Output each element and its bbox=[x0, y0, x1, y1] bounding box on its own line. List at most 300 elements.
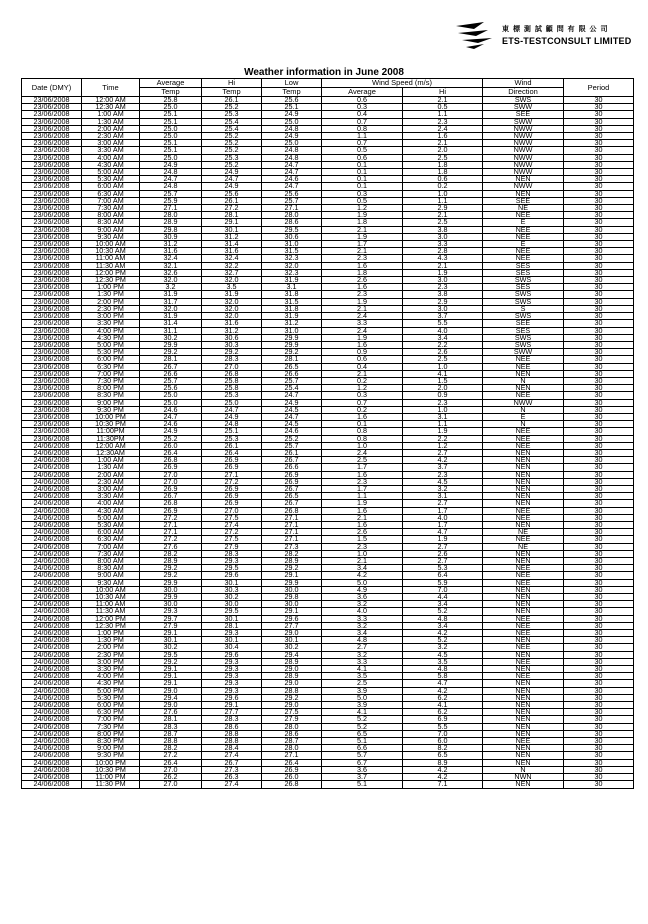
cell-time: 8:30 PM bbox=[82, 738, 140, 745]
cell-time: 12:30 AM bbox=[82, 104, 140, 111]
cell-time: 6:30 AM bbox=[82, 190, 140, 197]
cell-wind-avg: 2.4 bbox=[322, 327, 403, 334]
cell-period: 30 bbox=[564, 97, 634, 104]
cell-hi-temp: 31.2 bbox=[202, 327, 262, 334]
cell-wind-avg: 4.8 bbox=[322, 637, 403, 644]
cell-hi-temp: 31.2 bbox=[202, 233, 262, 240]
cell-time: 4:30 AM bbox=[82, 161, 140, 168]
cell-time: 2:30 PM bbox=[82, 651, 140, 658]
cell-low-temp: 31.2 bbox=[262, 320, 322, 327]
table-row bbox=[22, 277, 634, 284]
cell-period: 30 bbox=[564, 161, 634, 168]
cell-period: 30 bbox=[564, 680, 634, 687]
cell-low-temp: 25.6 bbox=[262, 190, 322, 197]
cell-wind-hi: 4.8 bbox=[403, 666, 483, 673]
cell-wind-avg: 1.7 bbox=[322, 464, 403, 471]
cell-wind-avg: 2.3 bbox=[322, 291, 403, 298]
cell-avg-temp: 32.0 bbox=[140, 305, 202, 312]
cell-avg-temp: 29.2 bbox=[140, 565, 202, 572]
cell-wind-avg: 0.1 bbox=[322, 183, 403, 190]
cell-time: 7:30 PM bbox=[82, 723, 140, 730]
cell-low-temp: 26.7 bbox=[262, 500, 322, 507]
header-date: Date (DMY) bbox=[22, 79, 82, 97]
cell-wind-direction: NEE bbox=[483, 435, 564, 442]
cell-hi-temp: 27.9 bbox=[202, 543, 262, 550]
cell-period: 30 bbox=[564, 197, 634, 204]
cell-date: 23/06/2008 bbox=[22, 298, 82, 305]
cell-wind-avg: 0.5 bbox=[322, 197, 403, 204]
cell-time: 12:00 AM bbox=[82, 442, 140, 449]
table-row bbox=[22, 226, 634, 233]
cell-date: 24/06/2008 bbox=[22, 478, 82, 485]
cell-date: 24/06/2008 bbox=[22, 550, 82, 557]
cell-hi-temp: 25.6 bbox=[202, 190, 262, 197]
cell-avg-temp: 29.9 bbox=[140, 579, 202, 586]
cell-time: 9:00 PM bbox=[82, 745, 140, 752]
cell-date: 23/06/2008 bbox=[22, 435, 82, 442]
cell-date: 24/06/2008 bbox=[22, 766, 82, 773]
cell-time: 8:00 AM bbox=[82, 558, 140, 565]
cell-wind-hi: 2.1 bbox=[403, 262, 483, 269]
cell-time: 6:00 AM bbox=[82, 183, 140, 190]
cell-wind-direction: NEN bbox=[483, 457, 564, 464]
cell-avg-temp: 27.1 bbox=[140, 521, 202, 528]
cell-low-temp: 29.2 bbox=[262, 349, 322, 356]
cell-period: 30 bbox=[564, 363, 634, 370]
cell-low-temp: 24.6 bbox=[262, 176, 322, 183]
cell-time: 8:00 PM bbox=[82, 730, 140, 737]
cell-avg-temp: 28.2 bbox=[140, 550, 202, 557]
cell-low-temp: 26.1 bbox=[262, 449, 322, 456]
table-row bbox=[22, 673, 634, 680]
table-row bbox=[22, 572, 634, 579]
header-period: Period bbox=[564, 79, 634, 97]
table-row bbox=[22, 680, 634, 687]
cell-wind-direction: NEE bbox=[483, 233, 564, 240]
cell-wind-direction: SWS bbox=[483, 277, 564, 284]
cell-avg-temp: 29.2 bbox=[140, 349, 202, 356]
cell-low-temp: 27.3 bbox=[262, 543, 322, 550]
cell-hi-temp: 32.2 bbox=[202, 262, 262, 269]
cell-low-temp: 31.0 bbox=[262, 327, 322, 334]
cell-hi-temp: 30.4 bbox=[202, 644, 262, 651]
cell-wind-hi: 4.2 bbox=[403, 630, 483, 637]
cell-date: 24/06/2008 bbox=[22, 680, 82, 687]
cell-date: 23/06/2008 bbox=[22, 377, 82, 384]
table-row bbox=[22, 140, 634, 147]
cell-time: 10:00 AM bbox=[82, 586, 140, 593]
cell-date: 24/06/2008 bbox=[22, 572, 82, 579]
cell-wind-hi: 6.5 bbox=[403, 752, 483, 759]
table-row bbox=[22, 478, 634, 485]
cell-low-temp: 25.7 bbox=[262, 197, 322, 204]
cell-wind-hi: 4.2 bbox=[403, 457, 483, 464]
cell-date: 24/06/2008 bbox=[22, 644, 82, 651]
cell-date: 24/06/2008 bbox=[22, 464, 82, 471]
cell-low-temp: 28.0 bbox=[262, 723, 322, 730]
cell-date: 24/06/2008 bbox=[22, 471, 82, 478]
cell-wind-hi: 5.9 bbox=[403, 579, 483, 586]
table-row bbox=[22, 500, 634, 507]
cell-low-temp: 24.7 bbox=[262, 392, 322, 399]
cell-wind-direction: N bbox=[483, 377, 564, 384]
cell-wind-direction: NEN bbox=[483, 687, 564, 694]
cell-wind-avg: 3.3 bbox=[322, 658, 403, 665]
cell-low-temp: 25.7 bbox=[262, 442, 322, 449]
table-row bbox=[22, 118, 634, 125]
cell-wind-direction: SWS bbox=[483, 313, 564, 320]
cell-hi-temp: 32.7 bbox=[202, 269, 262, 276]
cell-period: 30 bbox=[564, 774, 634, 781]
cell-wind-hi: 2.1 bbox=[403, 97, 483, 104]
cell-low-temp: 24.6 bbox=[262, 428, 322, 435]
cell-period: 30 bbox=[564, 630, 634, 637]
cell-date: 23/06/2008 bbox=[22, 370, 82, 377]
cell-time: 11:00 PM bbox=[82, 774, 140, 781]
cell-time: 9:00 PM bbox=[82, 399, 140, 406]
cell-date: 24/06/2008 bbox=[22, 507, 82, 514]
cell-wind-direction: NEN bbox=[483, 680, 564, 687]
cell-time: 3:30 AM bbox=[82, 493, 140, 500]
cell-date: 24/06/2008 bbox=[22, 608, 82, 615]
cell-wind-hi: 4.3 bbox=[403, 255, 483, 262]
cell-period: 30 bbox=[564, 284, 634, 291]
table-row bbox=[22, 435, 634, 442]
cell-avg-temp: 29.7 bbox=[140, 615, 202, 622]
cell-time: 10:30 AM bbox=[82, 248, 140, 255]
cell-period: 30 bbox=[564, 241, 634, 248]
cell-date: 24/06/2008 bbox=[22, 615, 82, 622]
cell-low-temp: 27.1 bbox=[262, 529, 322, 536]
table-row bbox=[22, 586, 634, 593]
cell-avg-temp: 25.7 bbox=[140, 190, 202, 197]
table-row bbox=[22, 125, 634, 132]
cell-avg-temp: 29.5 bbox=[140, 651, 202, 658]
cell-wind-hi: 2.3 bbox=[403, 399, 483, 406]
cell-low-temp: 26.5 bbox=[262, 493, 322, 500]
cell-time: 10:30 PM bbox=[82, 421, 140, 428]
cell-wind-hi: 2.2 bbox=[403, 341, 483, 348]
table-row bbox=[22, 176, 634, 183]
cell-avg-temp: 24.6 bbox=[140, 406, 202, 413]
cell-date: 24/06/2008 bbox=[22, 651, 82, 658]
company-name-chinese: 東 標 測 試 顧 問 有 限 公 司 bbox=[502, 26, 609, 33]
cell-period: 30 bbox=[564, 601, 634, 608]
cell-hi-temp: 27.4 bbox=[202, 781, 262, 788]
table-row bbox=[22, 594, 634, 601]
table-row bbox=[22, 485, 634, 492]
cell-wind-direction: NEN bbox=[483, 666, 564, 673]
cell-wind-hi: 1.0 bbox=[403, 363, 483, 370]
table-row bbox=[22, 738, 634, 745]
cell-hi-temp: 25.2 bbox=[202, 161, 262, 168]
cell-time: 2:00 PM bbox=[82, 644, 140, 651]
cell-period: 30 bbox=[564, 147, 634, 154]
cell-hi-temp: 27.2 bbox=[202, 529, 262, 536]
cell-period: 30 bbox=[564, 514, 634, 521]
cell-low-temp: 27.1 bbox=[262, 536, 322, 543]
cell-low-temp: 29.0 bbox=[262, 680, 322, 687]
cell-wind-direction: NWW bbox=[483, 399, 564, 406]
cell-date: 23/06/2008 bbox=[22, 327, 82, 334]
cell-period: 30 bbox=[564, 125, 634, 132]
cell-low-temp: 28.9 bbox=[262, 558, 322, 565]
cell-low-temp: 24.5 bbox=[262, 421, 322, 428]
cell-date: 23/06/2008 bbox=[22, 169, 82, 176]
cell-avg-temp: 27.0 bbox=[140, 471, 202, 478]
header-low-temp: Low bbox=[262, 79, 322, 88]
cell-time: 4:00 PM bbox=[82, 327, 140, 334]
cell-date: 23/06/2008 bbox=[22, 255, 82, 262]
cell-hi-temp: 29.6 bbox=[202, 572, 262, 579]
cell-wind-hi: 4.1 bbox=[403, 370, 483, 377]
cell-wind-avg: 3.4 bbox=[322, 565, 403, 572]
cell-wind-direction: NEE bbox=[483, 673, 564, 680]
cell-avg-temp: 29.4 bbox=[140, 694, 202, 701]
table-row bbox=[22, 428, 634, 435]
company-logo bbox=[454, 18, 634, 52]
cell-date: 24/06/2008 bbox=[22, 730, 82, 737]
cell-wind-direction: SWS bbox=[483, 291, 564, 298]
cell-wind-direction: NEE bbox=[483, 392, 564, 399]
cell-wind-direction: SES bbox=[483, 262, 564, 269]
cell-avg-temp: 31.9 bbox=[140, 313, 202, 320]
cell-avg-temp: 29.0 bbox=[140, 702, 202, 709]
cell-period: 30 bbox=[564, 399, 634, 406]
cell-low-temp: 25.1 bbox=[262, 104, 322, 111]
cell-avg-temp: 31.1 bbox=[140, 327, 202, 334]
table-row bbox=[22, 781, 634, 788]
cell-time: 5:30 AM bbox=[82, 176, 140, 183]
cell-wind-hi: 2.3 bbox=[403, 284, 483, 291]
table-row bbox=[22, 694, 634, 701]
cell-hi-temp: 25.1 bbox=[202, 428, 262, 435]
cell-wind-avg: 1.2 bbox=[322, 385, 403, 392]
table-row bbox=[22, 327, 634, 334]
cell-low-temp: 29.4 bbox=[262, 651, 322, 658]
cell-wind-direction: NEN bbox=[483, 550, 564, 557]
cell-hi-temp: 27.7 bbox=[202, 709, 262, 716]
cell-date: 24/06/2008 bbox=[22, 586, 82, 593]
cell-wind-hi: 2.6 bbox=[403, 349, 483, 356]
cell-wind-avg: 5.0 bbox=[322, 694, 403, 701]
header-average-temp: Average bbox=[140, 79, 202, 88]
cell-wind-hi: 4.5 bbox=[403, 651, 483, 658]
cell-time: 5:30 AM bbox=[82, 521, 140, 528]
cell-wind-avg: 3.2 bbox=[322, 651, 403, 658]
cell-wind-hi: 3.0 bbox=[403, 305, 483, 312]
table-row bbox=[22, 205, 634, 212]
cell-wind-hi: 1.2 bbox=[403, 442, 483, 449]
table-row bbox=[22, 514, 634, 521]
cell-time: 11:30 AM bbox=[82, 262, 140, 269]
cell-hi-temp: 30.1 bbox=[202, 579, 262, 586]
table-row bbox=[22, 637, 634, 644]
cell-wind-avg: 1.6 bbox=[322, 262, 403, 269]
cell-wind-direction: NEN bbox=[483, 781, 564, 788]
cell-wind-direction: SWW bbox=[483, 104, 564, 111]
cell-wind-hi: 2.3 bbox=[403, 118, 483, 125]
cell-low-temp: 24.7 bbox=[262, 183, 322, 190]
cell-wind-hi: 2.0 bbox=[403, 147, 483, 154]
cell-period: 30 bbox=[564, 766, 634, 773]
cell-low-temp: 25.0 bbox=[262, 118, 322, 125]
cell-hi-temp: 28.1 bbox=[202, 622, 262, 629]
cell-wind-avg: 2.4 bbox=[322, 449, 403, 456]
cell-avg-temp: 26.7 bbox=[140, 363, 202, 370]
cell-avg-temp: 29.2 bbox=[140, 658, 202, 665]
cell-date: 23/06/2008 bbox=[22, 406, 82, 413]
table-row bbox=[22, 377, 634, 384]
cell-time: 8:30 AM bbox=[82, 565, 140, 572]
cell-low-temp: 30.1 bbox=[262, 637, 322, 644]
cell-low-temp: 31.0 bbox=[262, 241, 322, 248]
cell-wind-direction: NEE bbox=[483, 226, 564, 233]
cell-hi-temp: 26.9 bbox=[202, 493, 262, 500]
cell-low-temp: 29.2 bbox=[262, 565, 322, 572]
cell-period: 30 bbox=[564, 558, 634, 565]
cell-avg-temp: 31.2 bbox=[140, 241, 202, 248]
cell-wind-direction: NEE bbox=[483, 514, 564, 521]
header-wind-average: Average bbox=[322, 88, 403, 97]
cell-date: 24/06/2008 bbox=[22, 558, 82, 565]
cell-wind-direction: SEE bbox=[483, 111, 564, 118]
cell-wind-hi: 4.8 bbox=[403, 615, 483, 622]
cell-period: 30 bbox=[564, 694, 634, 701]
cell-wind-direction: NWW bbox=[483, 133, 564, 140]
cell-avg-temp: 26.9 bbox=[140, 507, 202, 514]
cell-wind-direction: N bbox=[483, 421, 564, 428]
cell-time: 11:30 PM bbox=[82, 781, 140, 788]
cell-avg-temp: 30.0 bbox=[140, 601, 202, 608]
cell-date: 23/06/2008 bbox=[22, 241, 82, 248]
cell-avg-temp: 27.2 bbox=[140, 536, 202, 543]
cell-wind-avg: 5.0 bbox=[322, 579, 403, 586]
cell-period: 30 bbox=[564, 435, 634, 442]
cell-low-temp: 28.0 bbox=[262, 745, 322, 752]
table-row bbox=[22, 493, 634, 500]
cell-avg-temp: 26.9 bbox=[140, 464, 202, 471]
cell-wind-avg: 1.6 bbox=[322, 341, 403, 348]
table-row bbox=[22, 241, 634, 248]
cell-wind-avg: 3.3 bbox=[322, 320, 403, 327]
cell-low-temp: 26.8 bbox=[262, 507, 322, 514]
cell-time: 5:30 PM bbox=[82, 349, 140, 356]
cell-wind-hi: 2.1 bbox=[403, 212, 483, 219]
cell-wind-hi: 7.1 bbox=[403, 781, 483, 788]
cell-wind-direction: NEN bbox=[483, 485, 564, 492]
cell-avg-temp: 26.6 bbox=[140, 370, 202, 377]
weather-table-body bbox=[22, 97, 634, 789]
cell-period: 30 bbox=[564, 341, 634, 348]
cell-period: 30 bbox=[564, 133, 634, 140]
cell-low-temp: 30.0 bbox=[262, 586, 322, 593]
cell-wind-avg: 2.1 bbox=[322, 514, 403, 521]
cell-low-temp: 24.7 bbox=[262, 413, 322, 420]
cell-wind-direction: NEN bbox=[483, 759, 564, 766]
cell-period: 30 bbox=[564, 428, 634, 435]
cell-time: 12:00 PM bbox=[82, 269, 140, 276]
cell-wind-direction: SWS bbox=[483, 334, 564, 341]
cell-date: 24/06/2008 bbox=[22, 622, 82, 629]
table-row bbox=[22, 370, 634, 377]
cell-time: 11:00 AM bbox=[82, 601, 140, 608]
table-row bbox=[22, 579, 634, 586]
cell-wind-direction: SES bbox=[483, 269, 564, 276]
cell-wind-hi: 3.2 bbox=[403, 644, 483, 651]
cell-low-temp: 24.8 bbox=[262, 154, 322, 161]
cell-low-temp: 30.6 bbox=[262, 233, 322, 240]
cell-wind-avg: 1.9 bbox=[322, 233, 403, 240]
cell-date: 23/06/2008 bbox=[22, 269, 82, 276]
table-row bbox=[22, 521, 634, 528]
cell-wind-avg: 0.3 bbox=[322, 104, 403, 111]
cell-low-temp: 28.1 bbox=[262, 356, 322, 363]
cell-wind-direction: NEN bbox=[483, 471, 564, 478]
table-row bbox=[22, 449, 634, 456]
cell-avg-temp: 26.4 bbox=[140, 759, 202, 766]
cell-time: 7:00 AM bbox=[82, 197, 140, 204]
cell-wind-hi: 1.8 bbox=[403, 169, 483, 176]
cell-low-temp: 30.0 bbox=[262, 601, 322, 608]
cell-avg-temp: 29.8 bbox=[140, 226, 202, 233]
cell-avg-temp: 24.8 bbox=[140, 183, 202, 190]
cell-period: 30 bbox=[564, 291, 634, 298]
cell-low-temp: 29.0 bbox=[262, 666, 322, 673]
cell-wind-hi: 4.2 bbox=[403, 774, 483, 781]
cell-wind-avg: 3.2 bbox=[322, 601, 403, 608]
cell-low-temp: 30.2 bbox=[262, 644, 322, 651]
cell-low-temp: 24.5 bbox=[262, 406, 322, 413]
cell-period: 30 bbox=[564, 111, 634, 118]
cell-wind-hi: 1.7 bbox=[403, 521, 483, 528]
cell-wind-direction: NEE bbox=[483, 248, 564, 255]
cell-time: 9:30 AM bbox=[82, 579, 140, 586]
cell-date: 23/06/2008 bbox=[22, 313, 82, 320]
cell-wind-avg: 1.8 bbox=[322, 219, 403, 226]
cell-date: 24/06/2008 bbox=[22, 745, 82, 752]
cell-wind-avg: 2.3 bbox=[322, 255, 403, 262]
table-row bbox=[22, 147, 634, 154]
cell-avg-temp: 29.1 bbox=[140, 666, 202, 673]
cell-period: 30 bbox=[564, 478, 634, 485]
cell-period: 30 bbox=[564, 723, 634, 730]
cell-wind-hi: 4.5 bbox=[403, 478, 483, 485]
cell-date: 23/06/2008 bbox=[22, 147, 82, 154]
cell-hi-temp: 30.6 bbox=[202, 334, 262, 341]
cell-wind-hi: 3.4 bbox=[403, 601, 483, 608]
cell-period: 30 bbox=[564, 154, 634, 161]
cell-date: 24/06/2008 bbox=[22, 529, 82, 536]
cell-wind-hi: 1.1 bbox=[403, 197, 483, 204]
cell-wind-direction: NEE bbox=[483, 630, 564, 637]
cell-wind-avg: 3.6 bbox=[322, 594, 403, 601]
cell-date: 23/06/2008 bbox=[22, 161, 82, 168]
cell-wind-direction: NEN bbox=[483, 190, 564, 197]
table-row bbox=[22, 565, 634, 572]
cell-period: 30 bbox=[564, 529, 634, 536]
table-row bbox=[22, 774, 634, 781]
table-row bbox=[22, 161, 634, 168]
cell-wind-direction: NWW bbox=[483, 183, 564, 190]
cell-wind-avg: 2.1 bbox=[322, 305, 403, 312]
cell-wind-hi: 3.8 bbox=[403, 226, 483, 233]
table-row bbox=[22, 457, 634, 464]
cell-date: 23/06/2008 bbox=[22, 104, 82, 111]
cell-time: 7:30 AM bbox=[82, 205, 140, 212]
cell-wind-avg: 1.6 bbox=[322, 521, 403, 528]
cell-wind-avg: 1.6 bbox=[322, 413, 403, 420]
